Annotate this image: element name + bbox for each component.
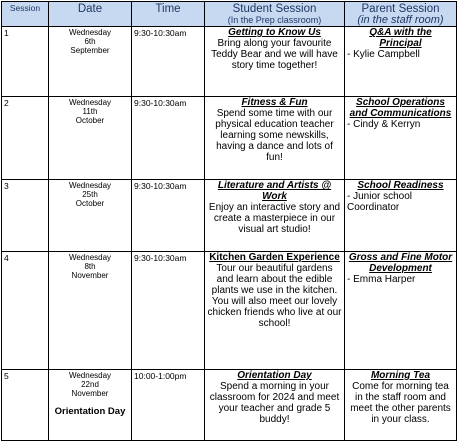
header-row: [2, 2, 457, 27]
session-number: 1: [2, 27, 49, 97]
date-month: October: [75, 116, 105, 125]
date-weekday: Wednesday: [68, 253, 112, 262]
parent-session-name: Morning Tea: [370, 370, 431, 381]
student-session-cell: [205, 252, 345, 370]
parent-session-presenter: - Emma Harper: [347, 274, 416, 285]
date-weekday: Wednesday: [68, 98, 112, 107]
session-number: 3: [2, 180, 49, 252]
student-session-name: Kitchen Garden Experience: [209, 252, 340, 263]
parent-session-name: School Operations and Communications: [349, 97, 452, 119]
session-time: 10:00-1:00pm: [132, 370, 205, 441]
session-time: 9:30-10:30am: [132, 97, 205, 180]
header-student-session: [205, 2, 345, 27]
date-day: 6th: [84, 37, 96, 46]
session-date: [49, 370, 132, 441]
table-row: [2, 180, 457, 252]
student-session-description: Spend a morning in your classroom for 2024 and meet your teacher and grade 5 buddy!: [209, 381, 340, 425]
student-session-description: Spend some time with our physical education teacher learning some newskills, having a dance and lots of fun!: [215, 108, 334, 163]
student-session-description-extra: You will also meet our lovely chicken friends who live at our school!: [207, 296, 342, 329]
table-row: [2, 27, 457, 97]
date-day: 11th: [82, 107, 98, 116]
header-time: Time: [132, 2, 205, 27]
student-session-name: Orientation Day: [237, 370, 312, 381]
student-session-description: Enjoy an interactive story and create a masterpiece in our visual art studio!: [208, 202, 341, 235]
date-month: November: [71, 271, 109, 280]
parent-session-cell: [345, 180, 457, 252]
student-session-cell: [205, 97, 345, 180]
parent-session-subtitle: (in the staff room): [357, 14, 444, 26]
parent-session-description: Come for morning tea in the staff room and meet the other parents in your class.: [350, 381, 451, 425]
parent-session-name: Q&A with the Principal: [369, 27, 432, 49]
parent-session-name: School Readiness: [357, 180, 444, 191]
session-number: 4: [2, 252, 49, 370]
parent-session-cell: [345, 252, 457, 370]
student-session-description: Tour our beautiful gardens and learn about the edible plants we use in the kitchen.: [211, 263, 338, 296]
parent-session-presenter: - Kylie Campbell: [347, 49, 420, 60]
student-session-cell: [205, 27, 345, 97]
schedule-table: [1, 1, 457, 441]
date-day: 22nd: [81, 380, 99, 389]
date-weekday: Wednesday: [68, 181, 112, 190]
table-row: [2, 252, 457, 370]
student-session-title: Student Session: [232, 3, 317, 15]
date-note: Orientation Day: [54, 406, 126, 417]
parent-session-cell: [345, 27, 457, 97]
student-session-description: Bring along your favourite Teddy Bear and we will have story time together!: [211, 38, 338, 71]
parent-session-title: Parent Session: [361, 3, 440, 15]
date-month: November: [71, 389, 109, 398]
student-session-cell: [205, 370, 345, 441]
date-weekday: Wednesday: [68, 371, 112, 380]
table-row: [2, 370, 457, 441]
session-time: 9:30-10:30am: [132, 252, 205, 370]
parent-session-presenter: - Cindy & Kerryn: [347, 119, 421, 130]
student-session-subtitle: (In the Prep classroom): [227, 15, 322, 25]
date-day: 8th: [84, 262, 96, 271]
parent-session-presenter: - Junior school Coordinator: [347, 191, 413, 213]
parent-session-cell: [345, 370, 457, 441]
date-day: 25th: [82, 190, 98, 199]
student-session-name: Literature and Artists @ Work: [217, 180, 332, 202]
session-number: 5: [2, 370, 49, 441]
table-row: [2, 97, 457, 180]
student-session-cell: [205, 180, 345, 252]
session-date: [49, 97, 132, 180]
session-date: [49, 180, 132, 252]
session-time: 9:30-10:30am: [132, 27, 205, 97]
parent-session-name: Gross and Fine Motor Development: [348, 252, 453, 274]
session-date: [49, 27, 132, 97]
header-session: Session: [2, 2, 49, 27]
parent-session-cell: [345, 97, 457, 180]
session-number: 2: [2, 97, 49, 180]
date-month: September: [70, 46, 110, 55]
student-session-name: Getting to Know Us: [228, 27, 321, 38]
student-session-name: Fitness & Fun: [241, 97, 308, 108]
session-date: [49, 252, 132, 370]
date-month: October: [75, 199, 105, 208]
header-date: Date: [49, 2, 132, 27]
date-weekday: Wednesday: [68, 28, 112, 37]
header-parent-session: [345, 2, 457, 27]
session-time: 9:30-10:30am: [132, 180, 205, 252]
